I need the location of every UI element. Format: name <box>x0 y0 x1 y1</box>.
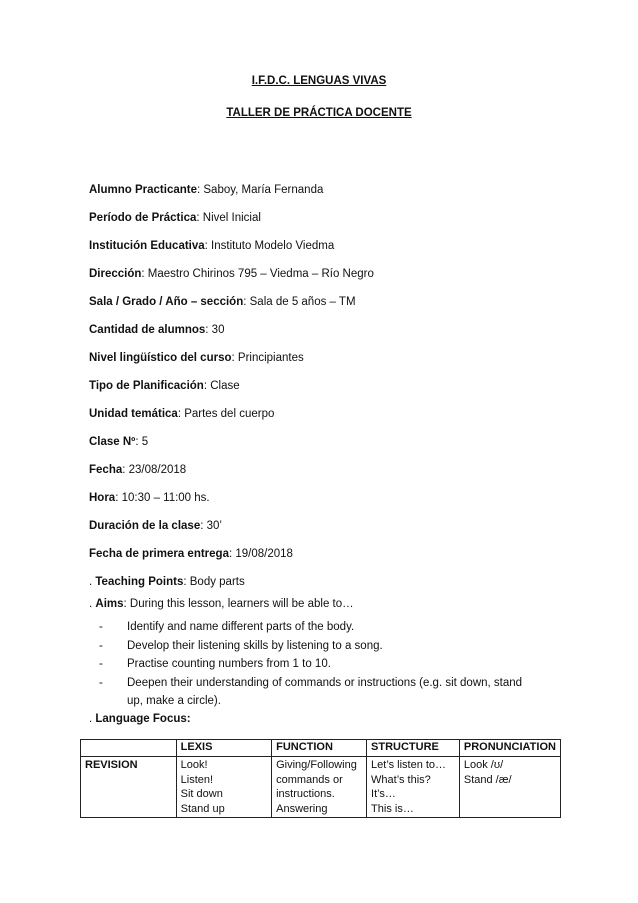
field-label: Período de Práctica <box>89 212 197 224</box>
field-label: Clase Nº <box>89 436 136 448</box>
table-row <box>81 757 561 818</box>
field-value: : Clase <box>203 380 240 392</box>
field-label: Duración de la clase <box>89 520 201 532</box>
table-header-row <box>81 740 561 757</box>
field-label: Sala / Grado / Año – sección <box>89 296 244 308</box>
function-cell <box>272 757 367 818</box>
structure-cell <box>367 757 460 818</box>
cell-line: Answering <box>276 802 328 815</box>
field-value: : Nivel Inicial <box>196 212 261 224</box>
language-focus-table <box>80 739 561 818</box>
cell-line: commands or <box>276 773 343 786</box>
column-header: STRUCTURE <box>367 740 460 757</box>
lexis-cell <box>176 757 271 818</box>
field-unidad <box>89 408 274 420</box>
column-header: LEXIS <box>176 740 271 757</box>
field-label: Alumno Practicante <box>89 184 197 196</box>
header-institution: I.F.D.C. LENGUAS VIVAS <box>251 75 387 87</box>
cell-line: Stand up <box>180 802 225 815</box>
field-value: : Maestro Chirinos 795 – Viedma – Río Negro <box>141 268 374 280</box>
field-value: : 19/08/2018 <box>228 548 293 560</box>
section-value: : Body parts <box>183 576 245 588</box>
section-prefix: . <box>89 713 96 725</box>
field-label: Nivel lingüístico del curso <box>89 352 232 364</box>
field-periodo <box>89 212 261 224</box>
pronunciation-cell <box>459 757 560 818</box>
column-header <box>81 740 177 757</box>
cell-line: Let’s listen to… <box>371 759 447 771</box>
field-nivel <box>89 352 304 364</box>
field-alumno <box>89 184 323 196</box>
language-focus-heading <box>89 713 191 725</box>
aim-item: - Deepen their understanding of commands or instructions (e.g. sit down, stand up, make a circle). <box>113 674 533 711</box>
section-prefix: . <box>89 576 96 588</box>
section-label: Aims <box>95 598 124 610</box>
field-value: : Sala de 5 años – TM <box>243 296 356 308</box>
field-label: Cantidad de alumnos <box>89 324 206 336</box>
field-value: : 5 <box>135 436 149 448</box>
row-label: REVISION <box>81 757 177 818</box>
field-sala <box>89 296 356 308</box>
field-fecha <box>89 464 186 476</box>
field-hora <box>89 492 210 504</box>
field-direccion <box>89 268 374 280</box>
field-value: : Principiantes <box>231 352 304 364</box>
section-prefix: . <box>89 598 96 610</box>
field-value: : 23/08/2018 <box>122 464 187 476</box>
field-clase <box>89 436 148 448</box>
field-label: Fecha <box>89 464 123 476</box>
aims-list <box>113 618 533 711</box>
field-tipo <box>89 380 240 392</box>
cell-line: Stand /æ/ <box>463 773 512 786</box>
field-duracion <box>89 520 222 532</box>
section-label: Teaching Points <box>95 576 184 588</box>
field-label: Tipo de Planificación <box>89 380 204 392</box>
column-header: PRONUNCIATION <box>459 740 560 757</box>
field-value: : Partes del cuerpo <box>177 408 275 420</box>
section-label: Language Focus: <box>95 713 191 725</box>
field-label: Dirección <box>89 268 142 280</box>
field-label: Hora <box>89 492 116 504</box>
field-value: : Saboy, María Fernanda <box>197 184 324 196</box>
field-value: : 30 <box>205 324 225 336</box>
aims <box>89 598 354 610</box>
section-value: : During this lesson, learners will be able to… <box>123 598 354 610</box>
field-label: Fecha de primera entrega <box>89 548 229 560</box>
aim-item: - Develop their listening skills by listening to a song. <box>113 637 533 656</box>
field-fecha-entrega <box>89 548 293 560</box>
aim-item: - Identify and name different parts of the body. <box>113 618 533 637</box>
field-value: : 30’ <box>200 520 222 532</box>
field-cantidad <box>89 324 224 336</box>
cell-line: It’s… <box>371 788 396 800</box>
teaching-points <box>89 576 245 588</box>
cell-line: instructions. <box>276 788 335 800</box>
aim-item: - Practise counting numbers from 1 to 10. <box>113 655 533 674</box>
header-workshop: TALLER DE PRÁCTICA DOCENTE <box>226 107 412 119</box>
cell-line: Look! <box>180 759 208 771</box>
field-value: : Instituto Modelo Viedma <box>204 240 335 252</box>
cell-line: Giving/Following <box>276 759 357 771</box>
cell-line: This is… <box>371 802 414 815</box>
field-institucion <box>89 240 334 252</box>
field-label: Unidad temática <box>89 408 178 420</box>
field-label: Institución Educativa <box>89 240 205 252</box>
cell-line: Listen! <box>180 773 214 786</box>
field-value: : 10:30 – 11:00 hs. <box>115 492 210 504</box>
cell-line: Look /ʊ/ <box>463 759 504 771</box>
cell-line: Sit down <box>180 788 223 800</box>
cell-line: What’s this? <box>371 773 431 786</box>
column-header: FUNCTION <box>272 740 367 757</box>
